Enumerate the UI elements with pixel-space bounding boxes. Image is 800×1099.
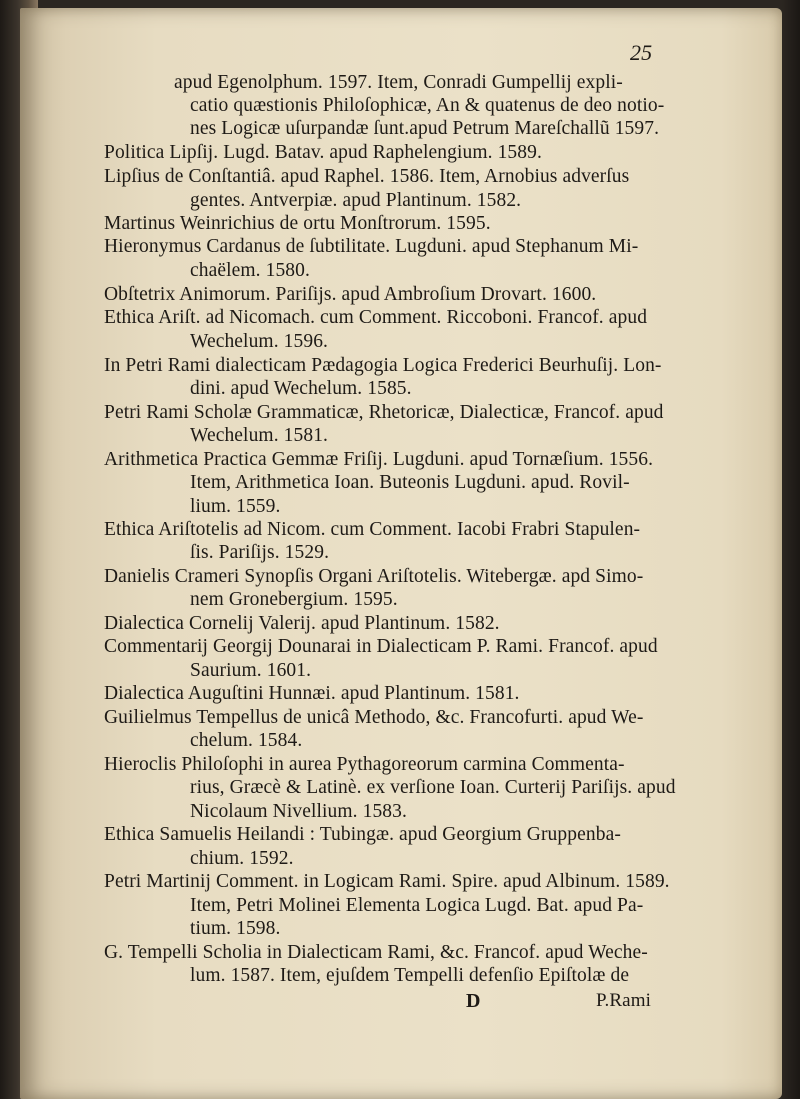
text-line: Ethica Ariſtotelis ad Nicom. cum Comment. Iacobi Frabri Stapulen- [104, 519, 641, 540]
text-line: catio quæstionis Philoſophicæ, An & quatenus de deo notio- [190, 95, 665, 116]
text-line: dini. apud Wechelum. 1585. [190, 378, 412, 399]
text-line: gentes. Antverpiæ. apud Plantinum. 1582. [190, 190, 522, 211]
text-line: Wechelum. 1596. [190, 331, 329, 352]
text-line: Politica Lipſij. Lugd. Batav. apud Raphelengium. 1589. [104, 142, 542, 163]
text-line: Petri Rami Scholæ Grammaticæ, Rhetoricæ, Dialecticæ, Francof. apud [104, 402, 664, 423]
text-line: Ethica Samuelis Heilandi : Tubingæ. apud Georgium Gruppenba- [104, 824, 621, 845]
page-number: 25 [630, 40, 653, 65]
text-line: Petri Martinij Comment. in Logicam Rami. Spire. apud Albinum. 1589. [104, 871, 670, 892]
text-line: In Petri Rami dialecticam Pædagogia Logica Frederici Beurhuſij. Lon- [104, 355, 662, 376]
text-line: lum. 1587. Item, ejuſdem Tempelli defenſio Epiſtolæ de [190, 965, 630, 986]
text-line: Danielis Crameri Synopſis Organi Ariſtotelis. Witebergæ. apd Simo- [104, 566, 644, 587]
text-line: chium. 1592. [190, 848, 294, 869]
text-line: Nicolaum Nivellium. 1583. [190, 801, 407, 822]
text-line: nem Gronebergium. 1595. [190, 589, 398, 610]
text-line: chelum. 1584. [190, 730, 303, 751]
text-line: Hieroclis Philoſophi in aurea Pythagoreorum carmina Commenta- [104, 754, 625, 775]
text-line: Guilielmus Tempellus de unicâ Methodo, &c. Francofurti. apud We- [104, 707, 644, 728]
text-line: Wechelum. 1581. [190, 425, 329, 446]
bleed-through-mark [360, 258, 540, 272]
text-line: Obſtetrix Animorum. Pariſijs. apud Ambroſium Drovart. 1600. [104, 284, 597, 305]
text-line: nes Logicæ uſurpandæ ſunt.apud Petrum Mareſchallũ 1597. [190, 118, 660, 139]
text-line: Lipſius de Conſtantiâ. apud Raphel. 1586. Item, Arnobius adverſus [104, 166, 630, 187]
text-line: rius, Græcè & Latinè. ex verſione Ioan. Curterij Pariſijs. apud [190, 777, 676, 798]
text-line: Dialectica Auguſtini Hunnæi. apud Plantinum. 1581. [104, 683, 520, 704]
signature-mark: D [466, 990, 481, 1012]
text-line: Item, Arithmetica Ioan. Buteonis Lugduni. apud. Rovil- [190, 472, 630, 493]
text-line: Dialectica Cornelij Valerij. apud Plantinum. 1582. [104, 613, 500, 634]
text-line: Arithmetica Practica Gemmæ Friſij. Lugduni. apud Tornæſium. 1556. [104, 449, 654, 470]
text-line: Hieronymus Cardanus de ſubtilitate. Lugduni. apud Stephanum Mi- [104, 236, 639, 257]
text-line: ſis. Pariſijs. 1529. [190, 542, 330, 563]
text-line: chaëlem. 1580. [190, 260, 310, 281]
text-line: G. Tempelli Scholia in Dialecticam Rami, &c. Francof. apud Weche- [104, 942, 648, 963]
page-edge [782, 0, 800, 1099]
text-line: apud Egenolphum. 1597. Item, Conradi Gumpellij expli- [174, 72, 623, 93]
text-line: Ethica Ariſt. ad Nicomach. cum Comment. Riccoboni. Francof. apud [104, 307, 648, 328]
text-line: Commentarij Georgij Dounarai in Dialecticam P. Rami. Francof. apud [104, 636, 658, 657]
catchword: P.Rami [596, 990, 651, 1011]
text-line: Saurium. 1601. [190, 660, 312, 681]
text-line: tium. 1598. [190, 918, 281, 939]
text-line: lium. 1559. [190, 496, 281, 517]
text-line: Item, Petri Molinei Elementa Logica Lugd. Bat. apud Pa- [190, 895, 644, 916]
text-line: Martinus Weinrichius de ortu Monſtrorum. 1595. [104, 213, 491, 234]
